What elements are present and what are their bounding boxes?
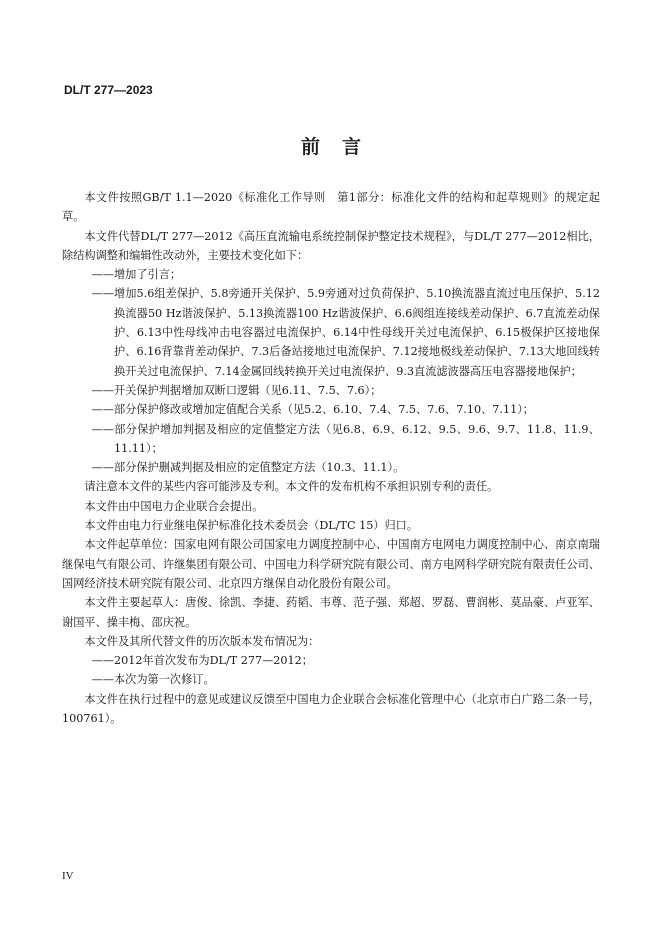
change-item: ——部分保护修改或增加定值配合关系（见5.2、6.10、7.4、7.5、7.6、7.10、7.11）； [91,403,534,417]
paragraph-proposer: 本文件由中国电力企业联合会提出。 [84,499,264,513]
page-title: 前言 [300,136,383,158]
paragraph-patent-notice: 请注意本文件的某些内容可能涉及专利。本文件的发布机构不承担识别专利的责任。 [84,480,499,494]
change-item: ——部分保护删减判据及相应的定值整定方法（10.3、11.1）。 [91,461,405,475]
change-item: ——增加5.6组差保护、5.8旁通开关保护、5.9旁通对过负荷保护、5.10换流器直流过电压保护、5.12换流器50 Hz谐波保护、5.13换流器100 Hz谐波保护、6.6阀组连接线差动保护、6.7直流差动保护、6.13中性母线冲击电容器过电流保护、6.14中性母线开关过电流保护、6.15极保护区接地保护、6.16背靠背差动保护、7.3后备站接地过电流保护、7.12接地极线差动保护、7.13大地回线转换开关过电流保护、7.14金属回线转换开关过电流保护、9.3直流滤波器高压电容器接地保护； [91,287,600,378]
paragraph-drafting-rules: 本文件按照GB/T 1.1—2020《标准化工作导则 第1部分：标准化文件的结构和起草规则》的规定起草。 [62,191,600,224]
history-item: ——本次为第一次修订。 [91,673,215,687]
paragraph-drafting-units: 本文件起草单位：国家电网有限公司国家电力调度控制中心、中国南方电网电力调度控制中心、南京南瑞继保电气有限公司、许继集团有限公司、中国电力科学研究院有限公司、南方电网科学研究院有限责任公司、国网经济技术研究院有限公司、北京四方继保自动化股份有限公司。 [62,538,600,590]
foreword-body [62,188,600,728]
change-item: ——增加了引言； [91,268,182,282]
change-item: ——开关保护判据增加双断口逻辑（见6.11、7.5、7.6）； [91,383,382,397]
paragraph-feedback: 本文件在执行过程中的意见或建议反馈至中国电力企业联合会标准化管理中心（北京市白广路二条一号，100761）。 [62,692,600,726]
page-number: IV [62,870,74,882]
paragraph-replaces: 本文件代替DL/T 277—2012《高压直流输电系统控制保护整定技术规程》，与DL/T 277—2012相比，除结构调整和编辑性改动外，主要技术变化如下： [62,229,600,262]
paragraph-history-intro: 本文件及其所代替文件的历次版本发布情况为： [84,634,320,648]
change-item: ——部分保护增加判据及相应的定值整定方法（见6.8、6.9、6.12、9.5、9.6、9.7、11.8、11.9、11.11）； [91,422,600,455]
history-item: ——2012年首次发布为DL/T 277—2012； [91,654,313,668]
document-code: DL/T 277—2023 [64,83,153,97]
paragraph-drafters: 本文件主要起草人：唐俊、徐凯、李捷、药韬、韦尊、范子强、郑超、罗磊、曹润彬、莫品豪、卢亚军、谢国平、操丰梅、邵庆祝。 [62,596,600,629]
paragraph-committee: 本文件由电力行业继电保护标准化技术委员会（DL/TC 15）归口。 [84,519,419,533]
